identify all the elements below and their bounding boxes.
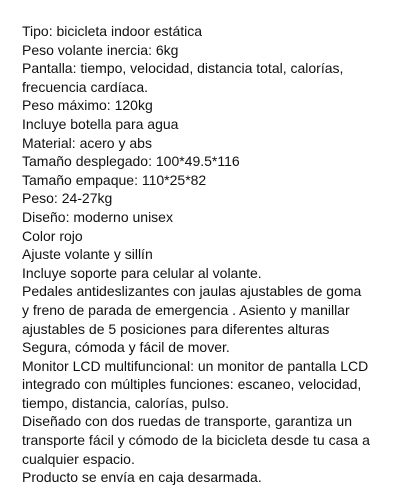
spec-line-transport-end: cualquier espacio. [22,450,135,467]
spec-line-adjustable-positions: ajustables de 5 posiciones para diferentes alturas [22,320,330,337]
spec-line-lcd-monitor: Monitor LCD multifuncional: un monitor de pantalla LCD [22,357,369,374]
spec-line-design: Diseño: moderno unisex [22,208,173,225]
spec-line-pedals: Pedales antideslizantes con jaulas ajustables de goma [22,283,362,300]
spec-line-adjustment: Ajuste volante y sillín [22,246,153,263]
spec-line-type: Tipo: bicicleta indoor estática [22,23,203,39]
spec-line-unfolded-size: Tamaño desplegado: 100*49.5*116 [22,153,240,170]
spec-line-water-bottle: Incluye botella para agua [22,115,179,132]
spec-line-transport-continued: transporte fácil y cómodo de la bicicleta desde tu casa a [22,432,370,449]
spec-line-max-weight: Peso máximo: 120kg [22,97,153,114]
spec-line-brake-seat: y freno de parada de emergencia . Asiento y manillar [22,301,350,318]
spec-line-shipping: Producto se envía en caja desarmada. [22,469,262,486]
spec-line-transport-wheels: Diseñado con dos ruedas de transporte, garantiza un [22,413,352,430]
spec-line-display-continued: frecuencia cardíaca. [22,78,149,95]
spec-line-display: Pantalla: tiempo, velocidad, distancia total, calorías, [22,60,344,77]
product-spec-list [22,22,402,487]
spec-line-package-size: Tamaño empaque: 110*25*82 [22,171,207,188]
spec-line-weight: Peso: 24-27kg [22,190,113,207]
spec-line-lcd-functions-continued: tiempo, distancia, calorías, pulso. [22,394,229,411]
spec-line-phone-holder: Incluye soporte para celular al volante. [22,264,262,281]
spec-line-safe-comfortable: Segura, cómoda y fácil de mover. [22,339,230,356]
spec-line-color: Color rojo [22,227,83,244]
spec-line-flywheel-weight: Peso volante inercia: 6kg [22,41,179,58]
spec-line-lcd-functions: integrado con múltiples funciones: escaneo, velocidad, [22,376,362,393]
spec-line-material: Material: acero y abs [22,134,152,151]
